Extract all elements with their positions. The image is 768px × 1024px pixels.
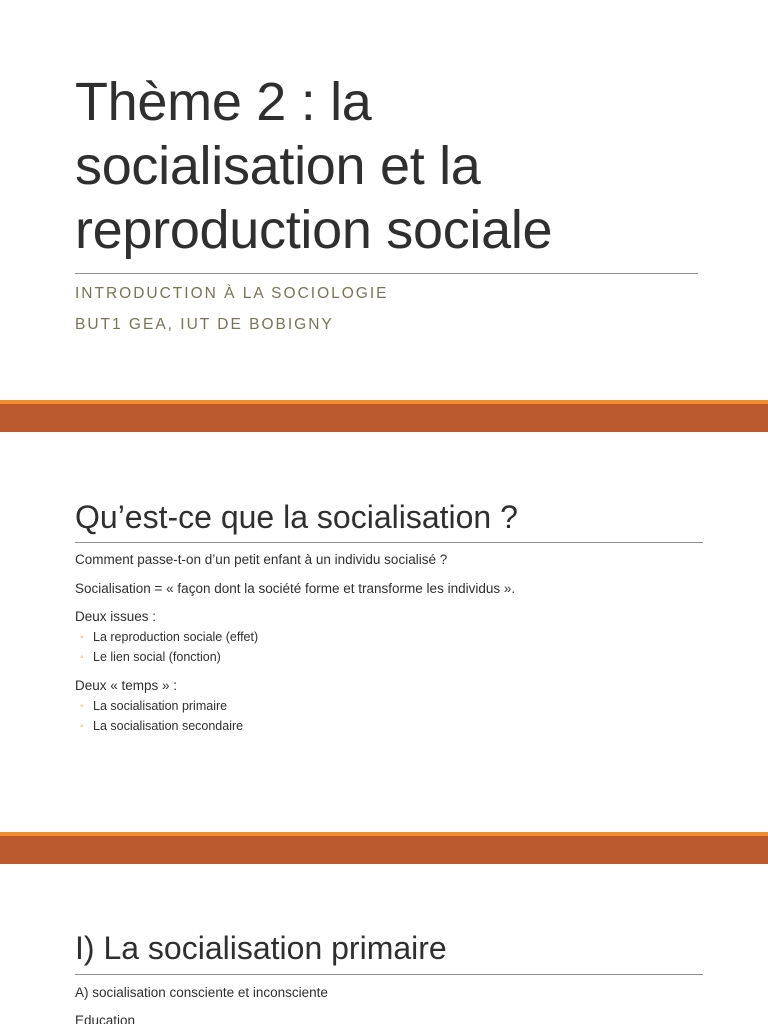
- subtitle-institution: BUT1 GEA, IUT DE BOBIGNY: [75, 316, 334, 333]
- list-item-text: La socialisation primaire: [93, 699, 228, 713]
- temps-list: [75, 696, 715, 736]
- subtitle-course: INTRODUCTION À LA SOCIOLOGIE: [75, 285, 389, 302]
- slide-heading: Qu’est-ce que la socialisation ?: [75, 499, 518, 535]
- heading-underline: [75, 542, 703, 543]
- bullet-icon: ◦: [80, 652, 84, 663]
- temps-label: Deux « temps » :: [75, 678, 178, 693]
- list-item: [75, 627, 715, 647]
- slide-body: [75, 983, 715, 1024]
- title-line: reproduction sociale: [75, 200, 553, 260]
- separator-stripe: [0, 832, 768, 836]
- slide-heading: I) La socialisation primaire: [75, 930, 447, 966]
- bullet-icon: ◦: [80, 721, 84, 732]
- list-item: [75, 696, 715, 716]
- list-item: [75, 716, 715, 736]
- separator-stripe: [0, 400, 768, 404]
- slide-separator-bar: [0, 400, 768, 432]
- slide-separator-bar: [0, 832, 768, 864]
- presentation-title: [75, 70, 715, 262]
- title-slide: [0, 0, 768, 400]
- title-line: Thème 2 : la: [75, 72, 372, 132]
- issues-label: Deux issues :: [75, 609, 157, 624]
- content-slide-primary-socialisation: [0, 864, 768, 1024]
- heading-underline: [75, 974, 703, 975]
- issues-list: [75, 627, 715, 667]
- bullet-icon: ◦: [80, 632, 84, 643]
- bullet-icon: ◦: [80, 701, 84, 712]
- issues-block: [75, 607, 715, 667]
- list-item: [75, 647, 715, 667]
- list-item-text: La reproduction sociale (effet): [93, 630, 259, 644]
- section-subheading: A) socialisation consciente et inconsciente: [75, 985, 328, 1000]
- title-line: socialisation et la: [75, 136, 481, 196]
- question-text: Comment passe-t-on d’un petit enfant à un individu socialisé ?: [75, 552, 448, 567]
- list-item-text: La socialisation secondaire: [93, 719, 244, 733]
- content-slide-socialisation: [0, 432, 768, 832]
- body-text: Education: [75, 1013, 136, 1024]
- definition-text: Socialisation = « façon dont la société forme et transforme les individus ».: [75, 581, 516, 596]
- list-item-text: Le lien social (fonction): [93, 650, 221, 664]
- slide-body: [75, 550, 715, 736]
- temps-block: [75, 676, 715, 736]
- title-divider-line: [75, 273, 698, 274]
